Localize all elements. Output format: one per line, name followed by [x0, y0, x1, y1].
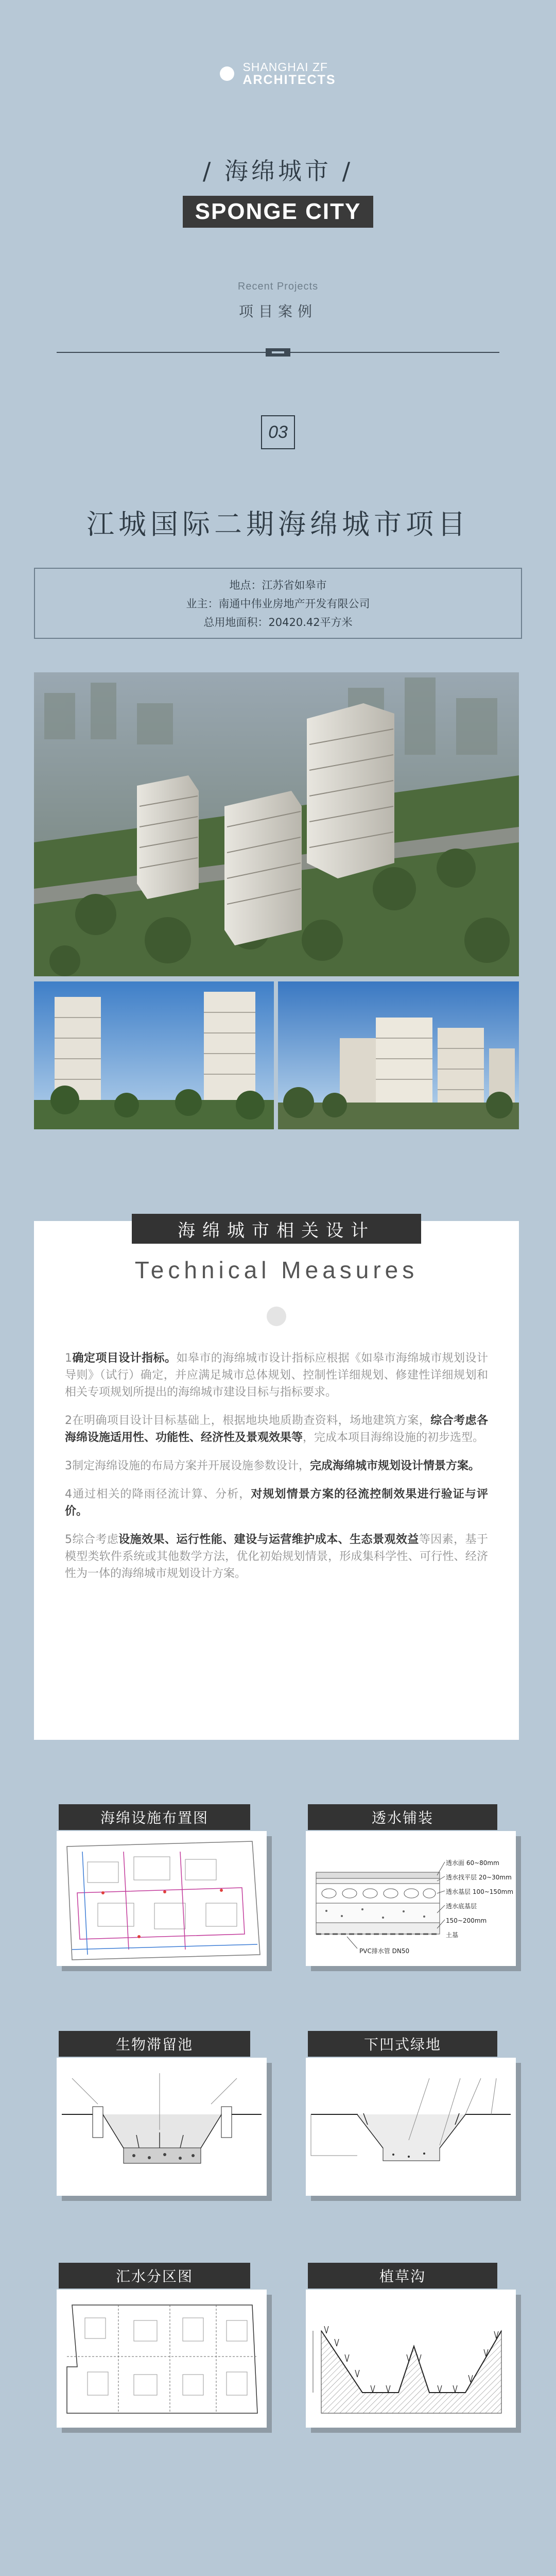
- measure-item: 1确定项目设计指标。如皋市的海绵城市设计指标应根据《如皋市海绵城市规划设计导则》（试行）确定，并应满足城市总体规划、控制性详细规划、修建性详细规划和相关专项规划所提出的海绵城市建设目标与指标要求。: [65, 1352, 488, 1399]
- diagram-label-swale: 植草沟: [308, 2263, 497, 2289]
- divider-mark: [266, 348, 290, 357]
- paving-layer-label: 土基: [446, 1931, 459, 1939]
- page-title-en: SPONGE CITY: [183, 196, 374, 228]
- project-number: 03: [261, 415, 295, 449]
- diagram-label-permeable: 透水铺装: [308, 1804, 497, 1830]
- project-location: 地点：江苏省如皋市: [229, 579, 327, 591]
- paving-layer-label: 透水面 60~80mm: [446, 1859, 499, 1867]
- facility-layout-plan-image: [57, 1831, 267, 1966]
- technical-measures-card: [34, 1221, 519, 1740]
- diagram-card-bioretention: [34, 2031, 246, 2206]
- measure-item: 5综合考虑设施效果、运行性能、建设与运营维护成本、生态景观效益等因素，基于模型类软件系统或其他数学方法，优化初始规划情景，形成集科学性、可行性、经济性为一体的海绵城市规划设计方案。: [65, 1533, 488, 1580]
- paving-layer-label: 透水基层 100~150mm: [446, 1888, 514, 1895]
- aerial-rendering-image: [34, 672, 519, 976]
- diagram-label-sunken: 下凹式绿地: [308, 2031, 497, 2057]
- technical-title-cn: 海绵城市相关设计: [132, 1214, 421, 1244]
- project-title: 江城国际二期海绵城市项目: [86, 508, 470, 540]
- measure-item: 4通过相关的降雨径流计算、分析，对规划情景方案的径流控制效果进行验证与评价。: [65, 1488, 488, 1518]
- grass-swale-section-image: [306, 2290, 516, 2428]
- project-info-box: [34, 568, 522, 639]
- bioretention-section-image: [57, 2058, 267, 2196]
- diagram-label-catchment: 汇水分区图: [59, 2263, 250, 2289]
- logo-circle-icon: [220, 66, 234, 81]
- brand-logo: [0, 61, 556, 87]
- diagram-card-permeable: [306, 1804, 518, 1979]
- technical-title-en: Technical Measures: [134, 1257, 419, 1283]
- measure-item: 2在明确项目设计目标基础上，根据地块地质勘查资料，场地建筑方案，综合考虑各海绵设施适用性、功能性、经济性及景观效果等，完成本项目海绵设施的初步选型。: [65, 1414, 488, 1444]
- recent-projects-en: Recent Projects: [237, 281, 319, 292]
- project-owner: 业主：南通中伟业房地产开发有限公司: [186, 598, 370, 610]
- diagram-label-bioretention: 生物滞留池: [59, 2031, 250, 2057]
- paving-layer-label: 透水找平层 20~30mm: [446, 1874, 512, 1881]
- street-view-rendering-left: [34, 981, 274, 1129]
- recent-projects-cn: 项目案例: [238, 303, 317, 320]
- sunken-greenland-section-image: [306, 2058, 516, 2196]
- page-title-cn: / 海绵城市 /: [202, 157, 354, 185]
- diagram-card-swale: [306, 2263, 518, 2438]
- diagram-label-layout: 海绵设施布置图: [59, 1804, 250, 1830]
- measure-item: 3制定海绵设施的布局方案并开展设施参数设计，完成海绵城市规划设计情景方案。: [65, 1460, 480, 1472]
- diagram-card-sunken: [306, 2031, 518, 2206]
- permeable-paving-section-image: [306, 1831, 516, 1966]
- street-view-rendering-right: [278, 981, 519, 1129]
- pvc-pipe-label: PVC排水管 DN50: [359, 1947, 410, 1955]
- technical-measures-list: [65, 1350, 488, 1594]
- diagram-card-catchment: [34, 2263, 246, 2438]
- brand-line2: ARCHITECTS: [242, 73, 336, 88]
- catchment-zoning-map-image: [57, 2290, 267, 2428]
- project-area: 总用地面积：20420.42平方米: [203, 616, 353, 629]
- decorative-dot-icon: [267, 1307, 286, 1326]
- diagram-card-layout: [34, 1804, 246, 1979]
- brand-line1: SHANGHAI ZF: [242, 60, 328, 74]
- paving-layer-label: 透水底基层 150~200mm: [446, 1903, 487, 1924]
